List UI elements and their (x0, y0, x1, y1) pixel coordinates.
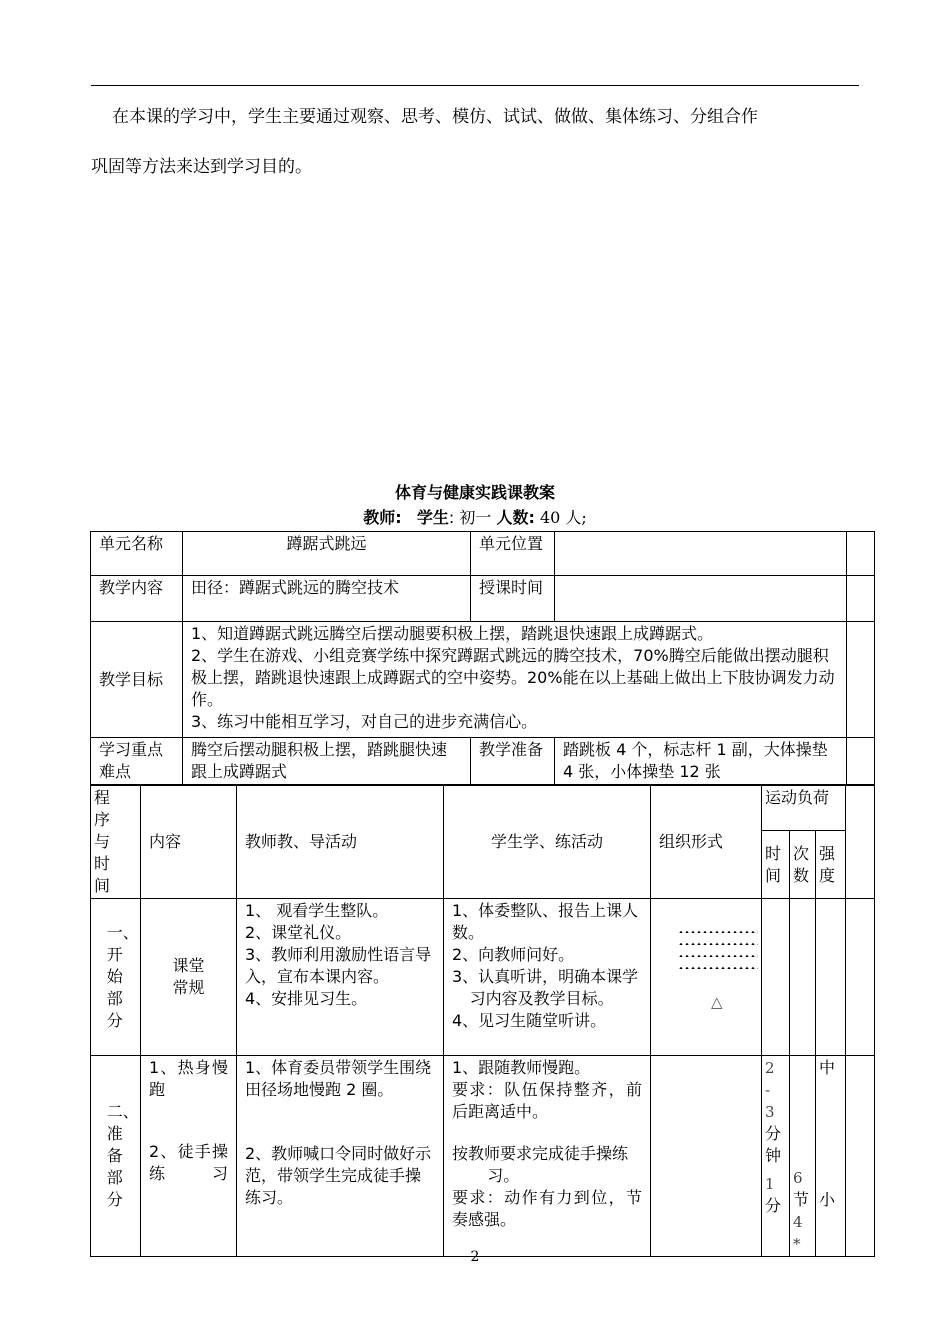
header-rule (91, 85, 859, 86)
header-count: 次数 (790, 831, 816, 899)
row-start-intensity (816, 899, 846, 1056)
formation-dots-row-1 (678, 931, 758, 933)
prep-item: 1、热身慢跑 (149, 1058, 228, 1099)
formation-dots-row-2 (678, 943, 758, 945)
empty-cell (847, 738, 875, 785)
header-intensity: 强度 (816, 831, 846, 899)
empty-cell (846, 899, 875, 1056)
header-sequence: 程序与时间 (91, 786, 141, 899)
intro-line-1: 在本课的学习中，学生主要通过观察、思考、模仿、试试、做做、集体练习、分组合作 (112, 107, 758, 127)
row-prep-intensity: 中 小 (816, 1056, 846, 1257)
row-prep-student: 1、跟随教师慢跑。 要求：队伍保持整齐，前后距离适中。 按教师要求完成徒手操练习。 要求：动作有力到位，节奏感强。 (444, 1056, 651, 1257)
preparation-label: 教学准备 (471, 738, 555, 785)
time-label: 授课时间 (471, 576, 555, 622)
header-student: 学生学、练活动 (444, 786, 651, 899)
student-value: : 初一 (448, 508, 492, 527)
lesson-plan-subtitle (0, 505, 950, 528)
key-point-label: 学习重点难点 (91, 738, 183, 785)
content-value: 田径：蹲踞式跳远的腾空技术 (183, 576, 471, 622)
formation-dots-row-3 (678, 955, 758, 957)
teacher-label: 教师: (363, 508, 402, 527)
row-start-sequence: 一、开始部分 (91, 899, 141, 1056)
header-teacher: 教师教、导活动 (237, 786, 444, 899)
empty-cell (846, 1056, 875, 1257)
row-prep-organization (651, 1056, 762, 1257)
count-label: 人数: (496, 508, 535, 527)
lesson-plan-title: 体育与健康实践课教案 (394, 483, 555, 502)
row-start-time (762, 899, 790, 1056)
header-content: 内容 (141, 786, 237, 899)
goal-item: 3、练习中能相互学习，对自己的进步充满信心。 (191, 712, 538, 731)
intro-line-2: 巩固等方法来达到学习目的。 (91, 157, 312, 177)
row-prep-content (141, 1056, 237, 1257)
empty-cell (847, 622, 875, 738)
formation-dots-row-4 (678, 967, 758, 969)
unit-name-value: 蹲踞式跳远 (183, 532, 471, 576)
row-prep-time: 2 - 3 分 钟 1 分 (762, 1056, 790, 1257)
page-number: 2 (470, 1249, 480, 1265)
goal-label: 教学目标 (91, 622, 183, 738)
goal-item: 1、知道蹲踞式跳远腾空后摆动腿要积极上摆，踏跳退快速跟上成蹲踞式。 (191, 624, 714, 643)
row-start-student: 1、体委整队、报告上课人数。 2、向教师问好。 3、认真听讲，明确本课学习内容及教学目标。 4、见习生随堂听讲。 (444, 899, 651, 1056)
row-prep-sequence: 二、准备部分 (91, 1056, 141, 1257)
header-time: 时间 (762, 831, 790, 899)
empty-cell (847, 576, 875, 622)
goal-item: 2、学生在游戏、小组竞赛学练中探究蹲踞式跳远的腾空技术，70%腾空后能做出摆动腿积极上摆，踏跳退快速跟上成蹲踞式的空中姿势。20%能在以上基础上做出上下肢协调发力动作。 (191, 646, 835, 709)
count-value: 40 人; (539, 508, 587, 527)
header-organization: 组织形式 (651, 786, 762, 899)
row-prep-teacher: 1、体育委员带领学生围绕田径场地慢跑 2 圈。 2、教师喊口令同时做好示范，带领学生完成徒手操练习。 (237, 1056, 444, 1257)
unit-position-value (555, 532, 847, 576)
row-prep-count: 6 节 4 * (790, 1056, 816, 1257)
lesson-procedure-table (90, 785, 875, 1257)
teacher-position-triangle-icon: △ (711, 993, 723, 1011)
goal-value (183, 622, 847, 738)
row-start-teacher: 1、 观看学生整队。 2、课堂礼仪。 3、教师利用激励性语言导入，宣布本课内容。 4、安排见习生。 (237, 899, 444, 1056)
header-exercise-load: 运动负荷 (762, 786, 846, 831)
prep-item: 2、徒手操练习 (149, 1142, 228, 1183)
student-label: 学生 (416, 508, 449, 527)
row-start-count (790, 899, 816, 1056)
unit-name-label: 单元名称 (91, 532, 183, 576)
empty-cell (846, 786, 875, 899)
row-start-content: 课堂常规 (141, 899, 237, 1056)
unit-position-label: 单元位置 (471, 532, 555, 576)
empty-cell (847, 532, 875, 576)
preparation-value: 踏跳板 4 个，标志杆 1 副，大体操垫 4 张，小体操垫 12 张 (555, 738, 847, 785)
content-label: 教学内容 (91, 576, 183, 622)
lesson-info-table (90, 531, 875, 785)
time-value (555, 576, 847, 622)
row-start-organization (651, 899, 762, 1056)
key-point-value: 腾空后摆动腿积极上摆，踏跳腿快速跟上成蹲踞式 (183, 738, 471, 785)
